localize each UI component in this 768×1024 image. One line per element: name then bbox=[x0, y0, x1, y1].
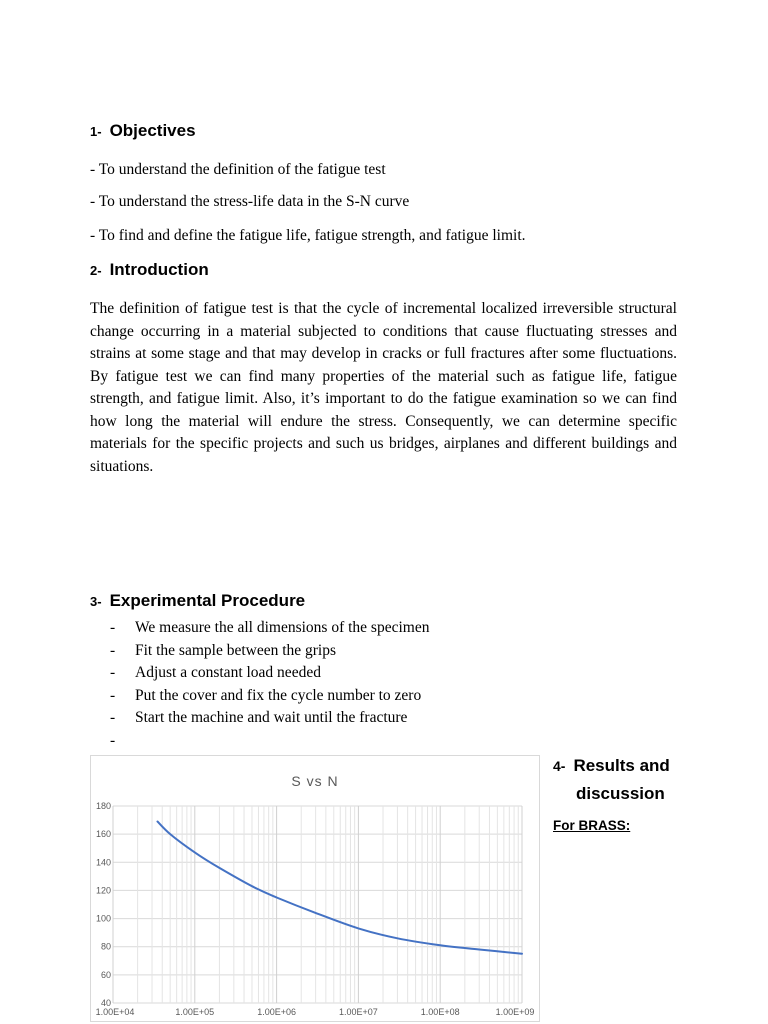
x-tick-label: 1.00E+09 bbox=[495, 1007, 535, 1017]
list-dash: - bbox=[110, 686, 116, 704]
y-tick-label: 120 bbox=[95, 885, 111, 896]
y-tick-label: 40 bbox=[100, 998, 111, 1008]
section-title: Introduction bbox=[109, 260, 209, 279]
list-dash: - bbox=[110, 641, 116, 659]
x-tick-label: 1.00E+06 bbox=[257, 1007, 296, 1017]
y-axis-ticks bbox=[96, 801, 111, 1008]
objectives-heading bbox=[90, 121, 196, 141]
introduction-paragraph: The definition of fatigue test is that the cycle of incremental localized irreversible structural change occurring in a material subjected to conditions that cause fluctuating stresses and strains at some stage and that may develop in cracks or full fractures after some fluctuations. By fatigue test we can find many properties of the material such as fatigue life, fatigue strength, and fatigue limit. Also, it’s important to do the fatigue examination so we can find how long the material will endure the stress. Consequently, we can determine specific materials for the specific projects and such us bridges, airplanes and different buildings and situations. bbox=[90, 300, 677, 475]
chart-series bbox=[158, 822, 523, 954]
x-axis-ticks bbox=[96, 1007, 535, 1017]
introduction-heading bbox=[90, 260, 209, 280]
section-title-line1: Results and bbox=[573, 756, 670, 775]
section-number: 1- bbox=[90, 124, 102, 139]
sn-chart-svg bbox=[91, 756, 539, 1021]
objective-item: - To find and define the fatigue life, fatigue strength, and fatigue limit. bbox=[90, 227, 526, 244]
chart-title: S vs N bbox=[291, 773, 339, 789]
procedure-list bbox=[110, 617, 429, 752]
procedure-step-text: Fit the sample between the grips bbox=[135, 641, 337, 659]
y-tick-label: 140 bbox=[95, 857, 111, 868]
x-tick-label: 1.00E+05 bbox=[175, 1007, 215, 1017]
procedure-step-text: Start the machine and wait until the fracture bbox=[135, 709, 408, 726]
chart-grid bbox=[113, 806, 522, 1003]
procedure-heading bbox=[90, 591, 305, 611]
y-tick-label: 80 bbox=[100, 941, 111, 952]
procedure-step bbox=[110, 707, 429, 730]
y-tick-label: 160 bbox=[95, 829, 111, 840]
objective-item: - To understand the definition of the fatigue test bbox=[90, 161, 386, 178]
procedure-step bbox=[110, 685, 429, 708]
procedure-step bbox=[110, 617, 429, 640]
material-label: For BRASS: bbox=[553, 818, 631, 833]
results-heading bbox=[553, 752, 670, 807]
section-number: 2- bbox=[90, 263, 102, 278]
x-tick-label: 1.00E+04 bbox=[95, 1007, 135, 1017]
procedure-step bbox=[110, 640, 429, 663]
list-dash: - bbox=[110, 664, 116, 681]
section-title: Experimental Procedure bbox=[109, 591, 306, 610]
sn-chart bbox=[90, 755, 540, 1022]
list-dash: - bbox=[110, 709, 116, 726]
procedure-step-text: Put the cover and fix the cycle number to zero bbox=[135, 686, 422, 704]
procedure-step bbox=[110, 730, 429, 753]
procedure-step-text: Adjust a constant load needed bbox=[135, 664, 321, 681]
y-tick-label: 100 bbox=[95, 913, 111, 924]
y-tick-label: 60 bbox=[100, 969, 111, 980]
section-title-line2: discussion bbox=[576, 784, 665, 803]
list-dash: - bbox=[110, 619, 116, 636]
procedure-step bbox=[110, 662, 429, 685]
list-dash: - bbox=[110, 731, 116, 749]
section-number: 4- bbox=[553, 758, 566, 774]
section-number: 3- bbox=[90, 594, 102, 609]
objective-item: - To understand the stress-life data in the S-N curve bbox=[90, 193, 410, 210]
section-title: Objectives bbox=[109, 121, 196, 140]
series-line-s-vs-n bbox=[158, 822, 523, 954]
procedure-step-text: We measure the all dimensions of the specimen bbox=[135, 619, 430, 636]
x-tick-label: 1.00E+07 bbox=[339, 1007, 378, 1017]
y-tick-label: 180 bbox=[95, 801, 111, 811]
x-tick-label: 1.00E+08 bbox=[420, 1007, 460, 1017]
